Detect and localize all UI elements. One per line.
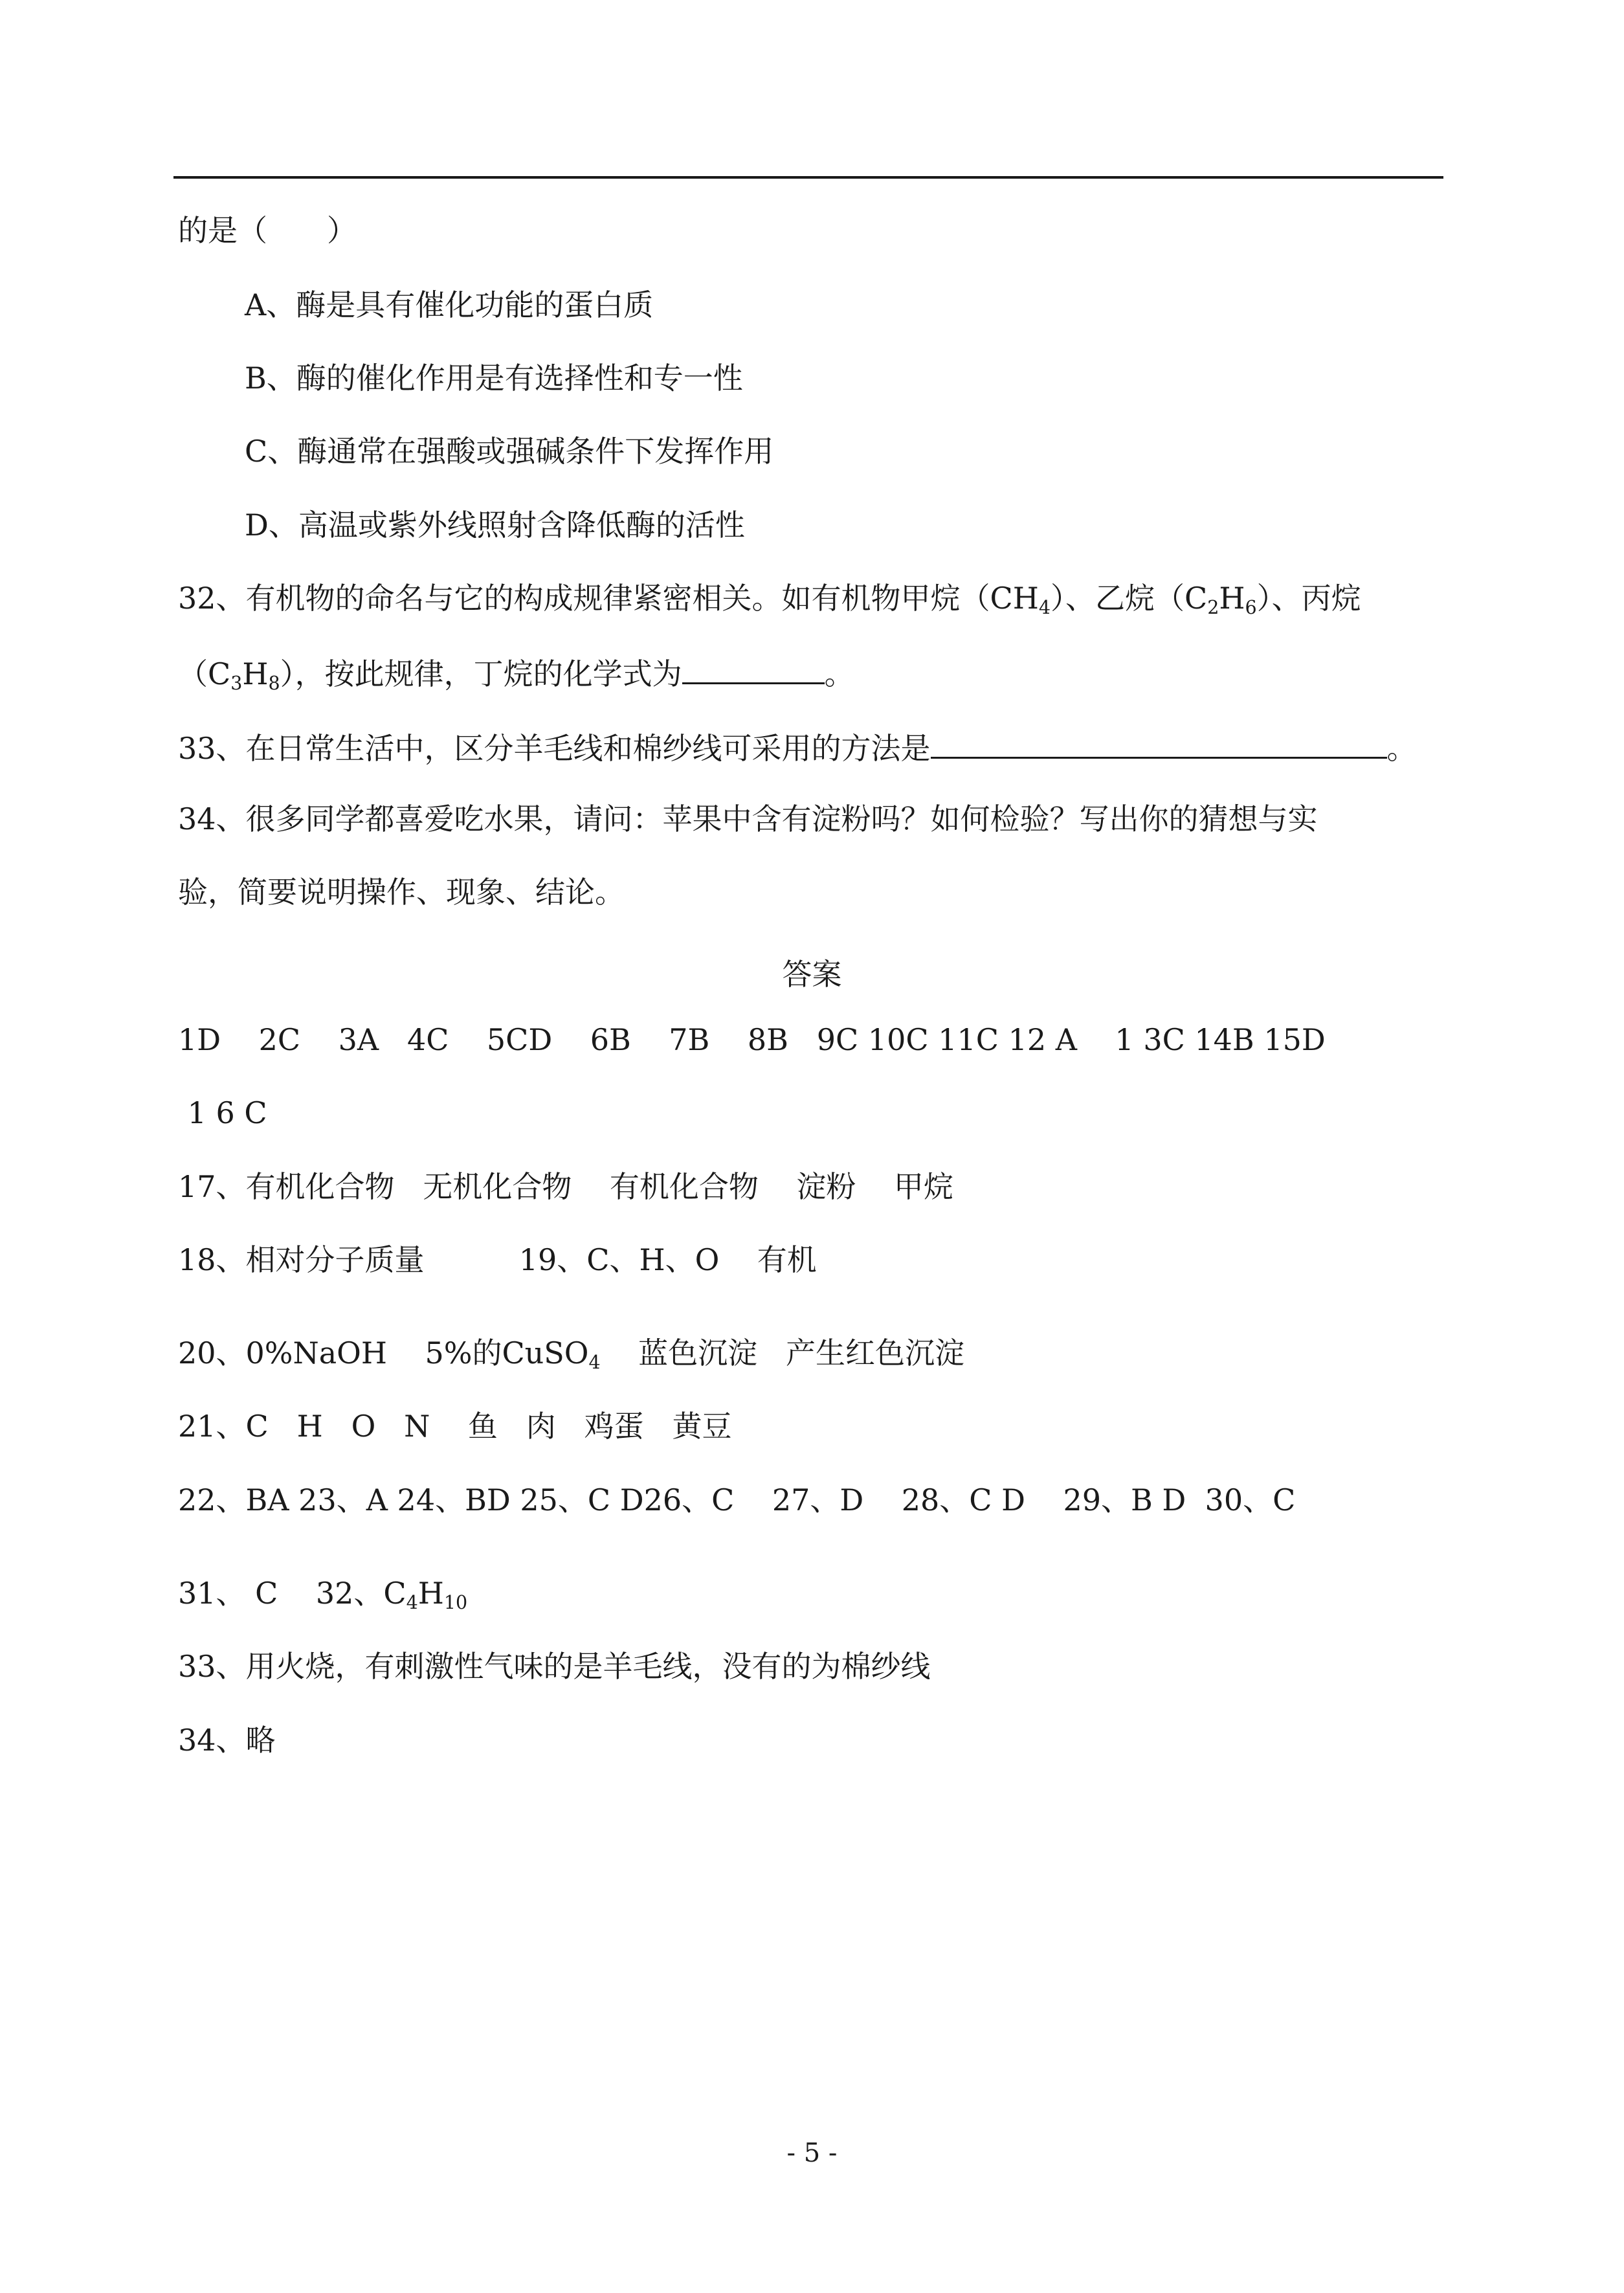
q31-option-d: D、高温或紫外线照射含降低酶的活性 — [245, 508, 745, 542]
answers-title: 答案 — [782, 957, 842, 992]
header-rule — [173, 176, 1443, 179]
answer-33: 33、用火烧，有刺激性气味的是羊毛线，没有的为棉纱线 — [178, 1649, 931, 1684]
q31-option-c: C、酶通常在强酸或强碱条件下发挥作用 — [245, 434, 774, 469]
answer-blank — [682, 656, 825, 684]
answer-21: 21、C H O N 鱼 肉 鸡蛋 黄豆 — [178, 1409, 732, 1444]
answer-20: 20、0%NaOH 5%的CuSO$_4$ 蓝色沉淀 产生红色沉淀 — [178, 1336, 965, 1373]
q31-option-b: B、酶的催化作用是有选择性和专一性 — [245, 361, 743, 396]
q34-line-2: 验，简要说明操作、现象、结论。 — [178, 875, 625, 910]
answer-31-32: 31、 C 32、$C_4H_{10}$ — [178, 1576, 468, 1613]
q34-line-1: 34、很多同学都喜爱吃水果，请问：苹果中含有淀粉吗？如何检验？写出你的猜想与实 — [178, 801, 1318, 836]
answer-17: 17、有机化合物 无机化合物 有机化合物 淀粉 甲烷 — [178, 1169, 953, 1204]
answers-mc-line-1: 1D 2C 3A 4C 5CD 6B 7B 8B 9C 10C 11C 12 A 1 3C 14B 15D — [178, 1022, 1326, 1057]
answer-18-19: 18、相对分子质量 19、C、H、O 有机 — [178, 1242, 817, 1277]
q32-line-1: 32、有机物的命名与它的构成规律紧密相关。如有机物甲烷$(CH_4)$、乙烷$(C_2H_6)$、丙烷 — [178, 581, 1361, 618]
answers-mc-line-2: 1 6 C — [178, 1095, 267, 1130]
q32-line-2: $(C_3H_8)$，按此规律，丁烷的化学式为 。 — [178, 656, 854, 694]
answer-blank — [931, 731, 1387, 759]
answer-22-30: 22、BA 23、A 24、BD 25、C D26、C 27、D 28、C D 29、B D 30、C — [178, 1482, 1296, 1517]
q31-option-a: A、酶是具有催化功能的蛋白质 — [245, 287, 654, 322]
answer-34: 34、略 — [178, 1723, 276, 1758]
q31-tail: 的是（ ） — [178, 213, 357, 248]
page-number: - 5 - — [786, 2138, 838, 2168]
q33-line: 33、在日常生活中，区分羊毛线和棉纱线可采用的方法是 。 — [178, 731, 1417, 766]
